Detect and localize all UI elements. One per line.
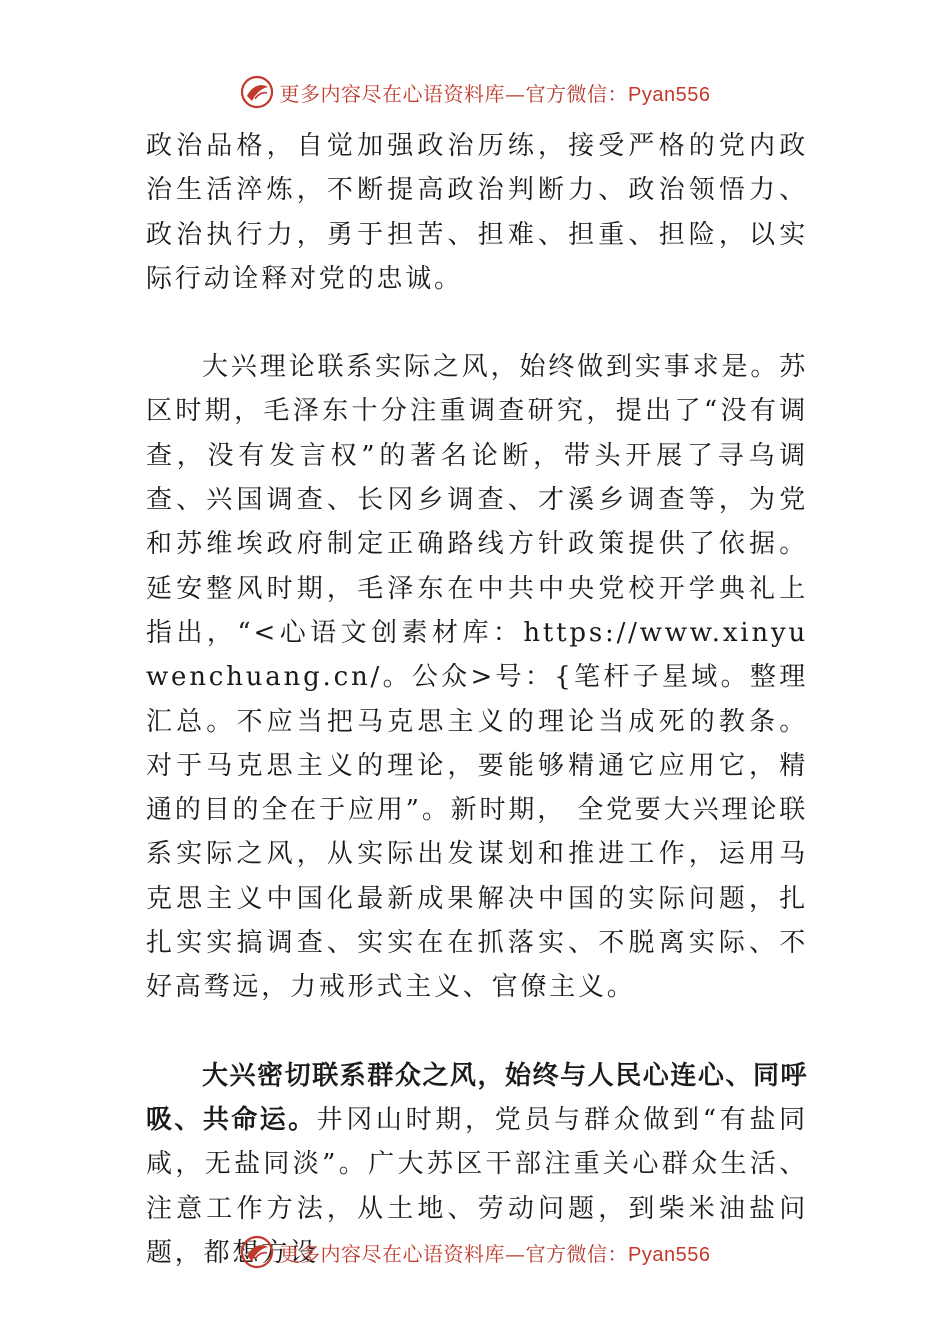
logo-icon — [240, 1235, 274, 1269]
banner-text: 更多内容尽在心语资料库—官方微信：Pyan556 — [279, 81, 711, 106]
paragraph-1: 政治品格，自觉加强政治历练，接受严格的党内政治生活淬炼，不断提高政治判断力、政治领悟力、政治执行力，勇于担苦、担难、担重、担险，以实际行动诠释对党的忠诚。 — [146, 131, 808, 294]
paragraph-3-heading: 大兴密切联系群众之风，始终与人民心连心、同呼吸、共命运。 — [146, 1060, 808, 1135]
header-banner — [0, 72, 950, 112]
document-body — [146, 124, 808, 1275]
paragraph-2: 大兴理论联系实际之风，始终做到实事求是。苏区时期，毛泽东十分注重调查研究，提出了“没有调查，没有发言权”的著名论断，带头开展了寻乌调查、兴国调查、长冈乡调查、才溪乡调查等，为党和苏维埃政府制定正确路线方针政策提供了依据。延安整风时期，毛泽东在中共中央党校开学典礼上指出，“<心语文创素材库：https://www.xinyuwenchuang.cn/。公众>号：{笔杆子星域。整理汇总。不应当把马克思主义的理论当成死的教条。对于马克思主义的理论，要能够精通它应用它，精通的目的全在于应用”。新时期， 全党要大兴理论联系实际之风，从实际出发谋划和推进工作，运用马克思主义中国化最新成果解决中国的实际问题，扎扎实实搞调查、实实在在抓落实、不脱离实际、不好高骛远，力戒形式主义、官僚主义。 — [146, 352, 808, 1003]
footer-banner — [0, 1232, 950, 1272]
banner-text: 更多内容尽在心语资料库—官方微信：Pyan556 — [279, 1241, 711, 1266]
paragraph-3-text: 井冈山时期，党员与群众做到“有盐同咸，无盐同淡”。广大苏区干部注重关心群众生活、注意工作方法，从土地、劳动问题，到柴米油盐问题，都想方设 — [146, 1104, 808, 1268]
logo-icon — [240, 75, 274, 109]
